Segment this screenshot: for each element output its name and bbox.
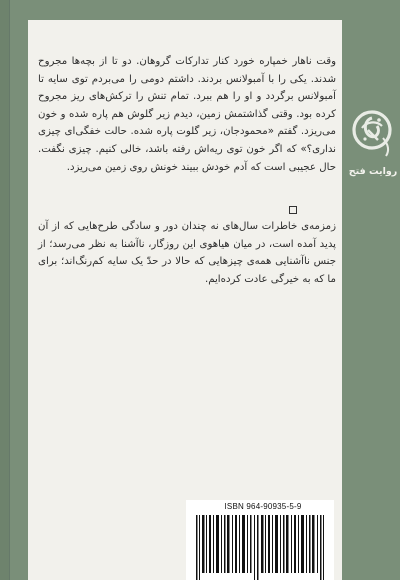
isbn-label: ISBN 964-90935-5-9 bbox=[224, 502, 302, 511]
section-mark-icon bbox=[289, 206, 297, 214]
publisher-logo-icon bbox=[350, 108, 394, 174]
publisher-name: روایت فتح bbox=[348, 166, 398, 177]
back-cover-paragraph-2: زمزمه‌ی خاطرات سال‌های نه چندان دور و سادگی طرح‌هایی که از آن پدید آمده است، در میان هیاهوی این روزگار، ناآشنا به نظر می‌رسد؛ از جنس ناآشنایی همه‌ی چیزهایی که حالا در حدّ یک سایه کم‌رنگ‌اند؛ برای ما که به خیرگی عادت کرده‌ایم. bbox=[38, 221, 336, 285]
back-cover-paragraph-1: وقت ناهار خمپاره خورد کنار تدارکات گروهان. دو تا از بچه‌ها مجروح شدند. یکی را با آمبولانس بردند. داشتم دومی را می‌بردم توی سایه تا آمبولانس برگردد و او را هم ببرد. تمام تنش را ترکش‌های ریز مجروح کرده بود. وقتی گذاشتمش زمین، دیدم زیر گلوش هم پاره شده و خون می‌ریزد. گفتم «محمودجان، زیر گلوت پاره شده. حالت خفگی‌ای چیزی نداری؟» که اگر خون توی ریه‌اش رفته باشد، خالی کنیم. چیزی نگفت. حال عجیبی است که آدم خودش ببیند خونش روی زمین می‌ریزد. bbox=[38, 56, 336, 173]
book-spine bbox=[0, 0, 10, 580]
barcode-icon bbox=[194, 515, 334, 580]
